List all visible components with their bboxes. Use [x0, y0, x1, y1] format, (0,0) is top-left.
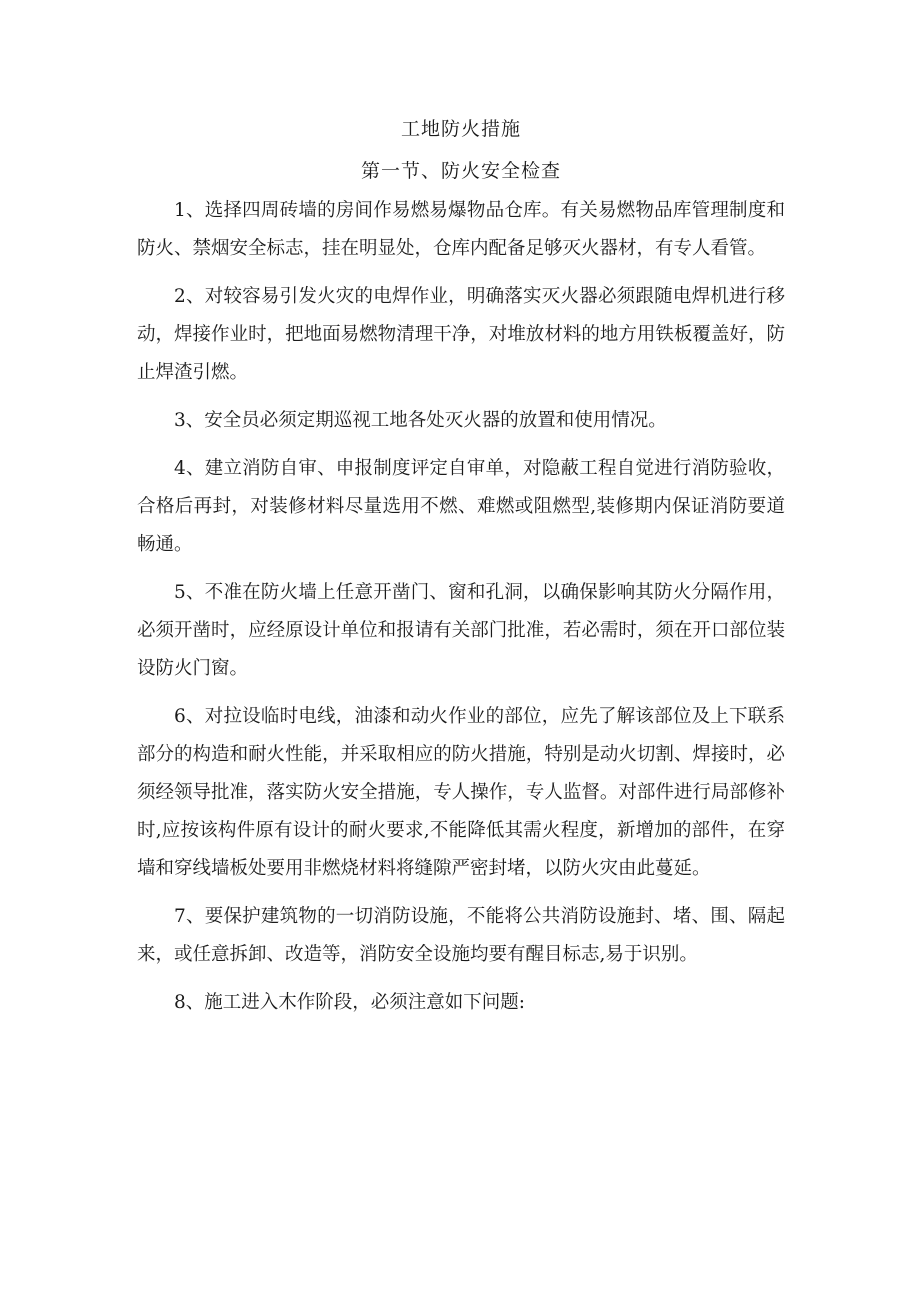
- document-body: [137, 112, 785, 1032]
- paragraph-6: 6、对拉设临时电线，油漆和动火作业的部位，应先了解该部位及上下联系部分的构造和耐火性能，并采取相应的防火措施，特别是动火切割、焊接时，必须经领导批准，落实防火安全措施，专人操作，专人监督。对部件进行局部修补时,应按该构件原有设计的耐火要求,不能降低其需火程度，新增加的部件，在穿墙和穿线墙板处要用非燃烧材料将缝隙严密封堵，以防火灾由此蔓延。: [137, 706, 785, 879]
- section-title: 第一节、防火安全检查: [360, 160, 561, 182]
- paragraph-1: 1、选择四周砖墙的房间作易燃易爆物品仓库。有关易燃物品库管理制度和防火、禁烟安全标志，挂在明显处，仓库内配备足够灭火器材，有专人看管。: [137, 200, 785, 259]
- document-title: 工地防火措施: [400, 118, 521, 140]
- paragraph-2: 2、对较容易引发火灾的电焊作业，明确落实灭火器必须跟随电焊机进行移动，焊接作业时，把地面易燃物清理干净，对堆放材料的地方用铁板覆盖好，防止焊渣引燃。: [137, 286, 785, 383]
- paragraph-8: 8、施工进入木作阶段，必须注意如下问题:: [174, 992, 526, 1013]
- paragraph-7: 7、要保护建筑物的一切消防设施，不能将公共消防设施封、堵、围、隔起来，或任意拆卸、改造等，消防安全设施均要有醒目标志,易于识别。: [137, 906, 785, 965]
- paragraph-5: 5、不准在防火墙上任意开凿门、窗和孔洞，以确保影响其防火分隔作用，必须开凿时，应经原设计单位和报请有关部门批准，若必需时，须在开口部位装设防火门窗。: [137, 582, 785, 679]
- paragraph-3: 3、安全员必须定期巡视工地各处灭火器的放置和使用情况。: [174, 410, 667, 431]
- paragraph-4: 4、建立消防自审、申报制度评定自审单，对隐蔽工程自觉进行消防验收，合格后再封，对装修材料尽量选用不燃、难燃或阻燃型,装修期内保证消防要道畅通。: [137, 458, 785, 555]
